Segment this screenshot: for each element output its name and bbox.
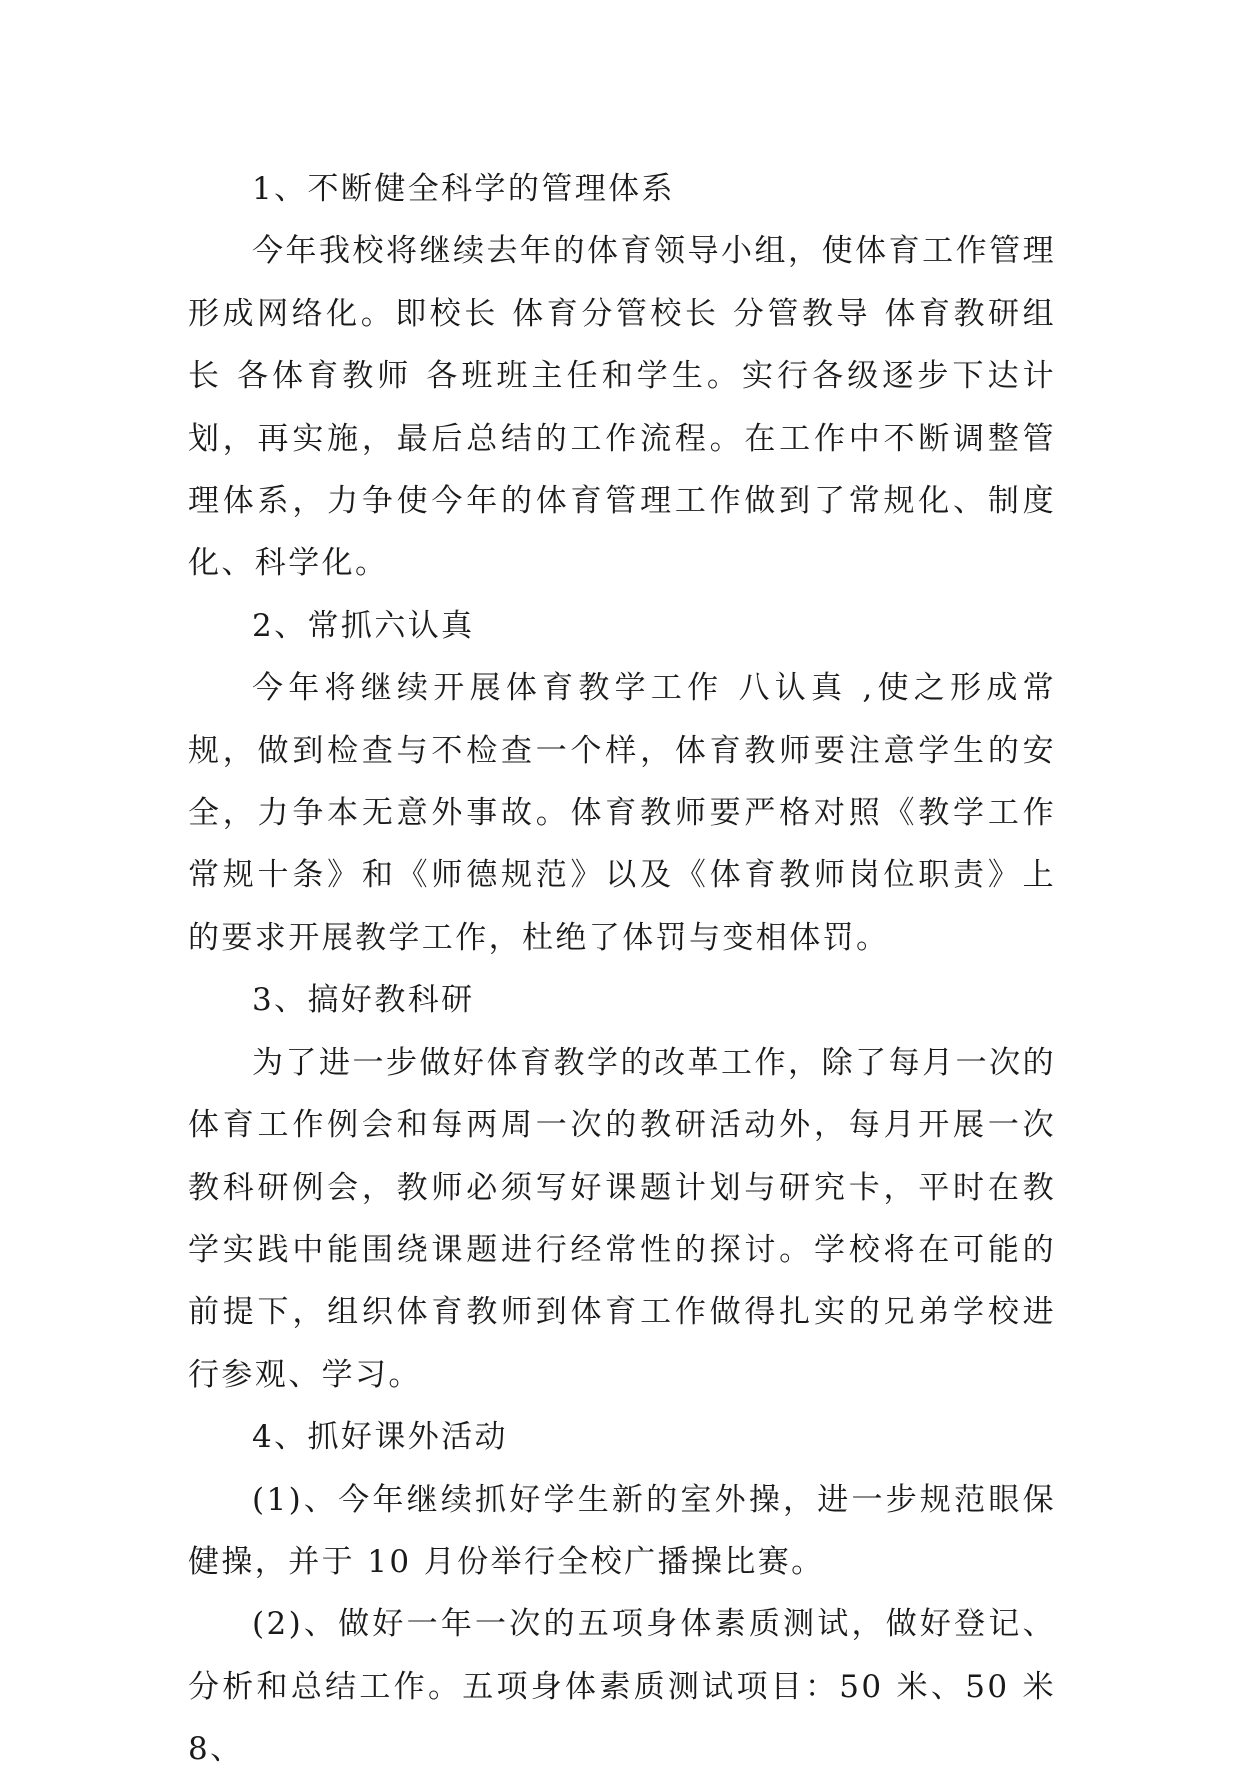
paragraph-research: 为了进一步做好体育教学的改革工作，除了每月一次的体育工作例会和每两周一次的教研活动外，每月开展一次教科研例会，教师必须写好课题计划与研究卡，平时在教学实践中能围绕课题进行经常性的探讨。学校将在可能的前提下，组织体育教师到体育工作做得扎实的兄弟学校进行参观、学习。 [188,1044,1056,1393]
paragraph-six-diligence: 今年将继续开展体育教学工作 八认真 ,使之形成常规，做到检查与不检查一个样，体育教师要注意学生的安全，力争本无意外事故。体育教师要严格对照《教学工作常规十条》和《师德规范》以及《体育教师岗位职责》上的要求开展教学工作，杜绝了体罚与变相体罚。 [188,670,1056,956]
heading-management-system: 1、不断健全科学的管理体系 [252,171,675,207]
paragraph-extracurricular-1: (1)、今年继续抓好学生新的室外操，进一步规范眼保健操，并于 10 月份举行全校广播操比赛。 [188,1481,1056,1580]
heading-extracurricular: 4、抓好课外活动 [252,1419,508,1456]
heading-six-diligence: 2、常抓六认真 [252,607,475,644]
paragraph-management-system: 今年我校将继续去年的体育领导小组，使体育工作管理形成网络化。即校长 体育分管校长 分管教导 体育教研组长 各体育教师 各班班主任和学生。实行各级逐步下达计划，再实施，最后总结的工作流程。在工作中不断调整管理体系，力争使今年的体育管理工作做到了常规化、制度化、科学化。 [188,233,1056,582]
document-body [188,158,1056,1781]
heading-research: 3、搞好教科研 [252,982,475,1019]
paragraph-extracurricular-2: (2)、做好一年一次的五项身体素质测试，做好登记、分析和总结工作。五项身体素质测试项目：50 米、50 米 8、 [188,1606,1056,1768]
